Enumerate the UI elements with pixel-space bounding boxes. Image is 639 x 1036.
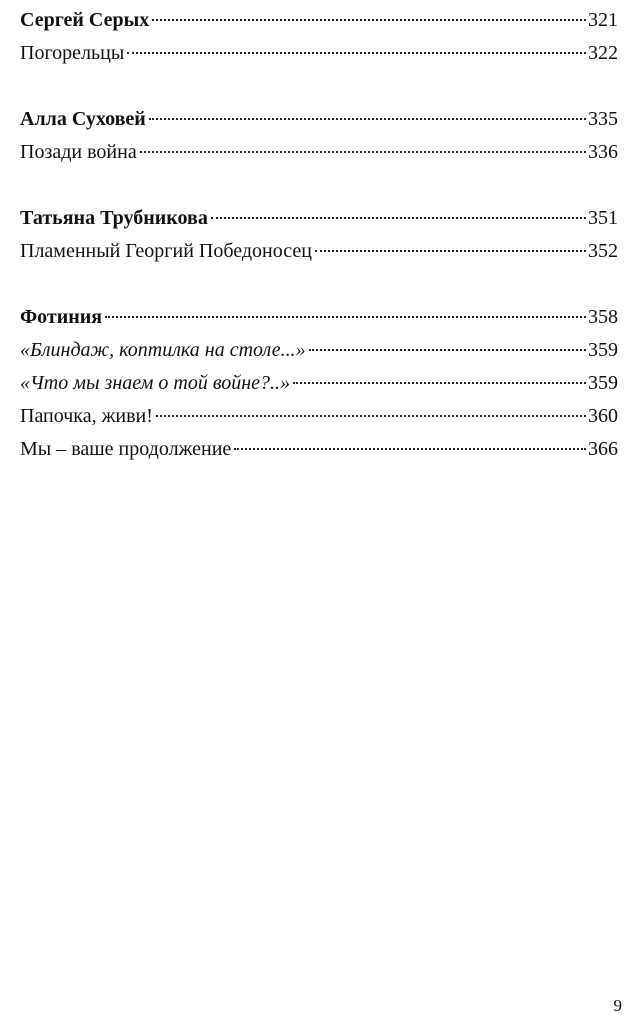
toc-entry-title: Позади война (20, 141, 137, 163)
toc-entry-page: 359 (588, 339, 618, 361)
toc-entry-title: Пламенный Георгий Победоносец (20, 240, 312, 262)
toc-entry-author (20, 4, 618, 37)
toc-entry-title: «Блиндаж, коптилка на столе...» (20, 339, 306, 361)
dot-leader (152, 19, 586, 21)
toc-entry-title: «Что мы знаем о той войне?..» (20, 372, 291, 394)
toc-entry-title: Фотиния (20, 306, 103, 328)
toc-group-trubnikova (20, 202, 618, 268)
toc-entry-work (20, 367, 618, 400)
toc-entry-work (20, 400, 618, 433)
toc-entry-page: 358 (588, 306, 618, 328)
page-number: 9 (613, 996, 622, 1015)
toc-entry-author (20, 202, 618, 235)
toc-entry-title: Погорельцы (20, 42, 125, 64)
toc-entry-page: 351 (588, 207, 618, 229)
toc-entry-page: 366 (588, 438, 618, 460)
dot-leader (293, 382, 586, 384)
toc-entry-page: 335 (588, 108, 618, 130)
table-of-contents (20, 4, 618, 499)
toc-entry-work (20, 136, 618, 169)
toc-entry-work (20, 235, 618, 268)
dot-leader (149, 118, 586, 120)
dot-leader (105, 316, 586, 318)
toc-entry-work (20, 334, 618, 367)
toc-group-fotiniya (20, 301, 618, 466)
toc-entry-work (20, 37, 618, 70)
toc-entry-page: 322 (588, 42, 618, 64)
dot-leader (140, 151, 586, 153)
toc-entry-title: Мы – ваше продолжение (20, 438, 232, 460)
toc-entry-title: Сергей Серых (20, 9, 150, 31)
toc-entry-title: Алла Суховей (20, 108, 146, 130)
toc-entry-page: 336 (588, 141, 618, 163)
toc-group-serykh (20, 4, 618, 70)
dot-leader (211, 217, 586, 219)
dot-leader (315, 250, 586, 252)
dot-leader (309, 349, 586, 351)
toc-entry-page: 321 (588, 9, 618, 31)
toc-entry-work (20, 433, 618, 466)
toc-entry-title: Татьяна Трубникова (20, 207, 208, 229)
toc-group-sukhovey (20, 103, 618, 169)
dot-leader (127, 52, 586, 54)
toc-entry-title: Папочка, живи! (20, 405, 153, 427)
toc-entry-page: 352 (588, 240, 618, 262)
toc-entry-page: 360 (588, 405, 618, 427)
toc-entry-author (20, 103, 618, 136)
toc-entry-author (20, 301, 618, 334)
dot-leader (156, 415, 586, 417)
toc-entry-page: 359 (588, 372, 618, 394)
dot-leader (234, 448, 586, 450)
